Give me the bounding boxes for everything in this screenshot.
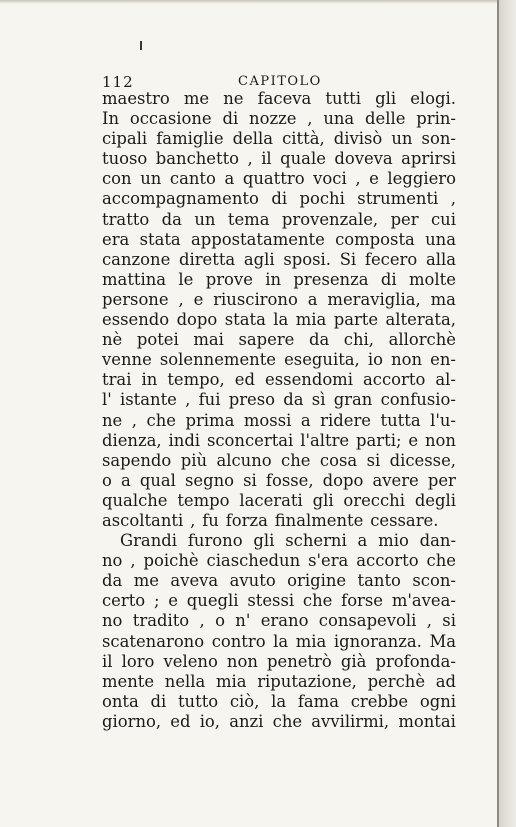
text-line	[102, 551, 456, 571]
word: ed	[234, 370, 255, 390]
word: con	[102, 169, 132, 189]
word: o	[102, 470, 112, 490]
text-line	[102, 471, 456, 491]
word: venne	[102, 350, 152, 370]
word: essendomi	[265, 370, 353, 390]
word: si	[366, 450, 381, 470]
text-line	[102, 109, 456, 129]
word: ,	[190, 510, 196, 530]
word: ,	[185, 390, 191, 410]
word: accorto	[356, 551, 419, 571]
text-line	[102, 511, 456, 531]
word: cessare.	[370, 510, 439, 530]
word: quegli	[186, 591, 239, 611]
word: sposi.	[283, 249, 331, 269]
word: veleno	[163, 651, 218, 671]
word: avere	[372, 470, 419, 490]
word: una	[323, 109, 355, 129]
word: a	[224, 169, 235, 189]
text-line	[102, 672, 456, 692]
word: mossi	[243, 410, 292, 430]
word: un	[194, 209, 216, 229]
word: ignoranza.	[333, 631, 422, 651]
word: le	[178, 269, 194, 289]
word: lacerati	[239, 490, 303, 510]
word: perchè	[367, 671, 426, 691]
word: ed	[170, 711, 191, 731]
word: n'	[235, 611, 251, 631]
word: non	[424, 430, 456, 450]
word: meraviglia,	[327, 289, 421, 309]
word: tratto	[102, 209, 150, 229]
word: di	[271, 189, 288, 209]
word: riuscirono	[213, 289, 298, 309]
word: città,	[282, 129, 325, 149]
word: nè	[102, 330, 123, 350]
word: tema	[227, 209, 270, 229]
text-line	[102, 89, 456, 109]
word: un	[140, 169, 162, 189]
word: Grandi	[120, 531, 177, 551]
word: ,	[426, 611, 432, 631]
word: presenza	[293, 269, 369, 289]
text-line	[102, 330, 456, 350]
word: indi	[168, 430, 201, 450]
word: ma	[430, 289, 456, 309]
word: scherni	[285, 531, 347, 551]
word: tanto	[357, 571, 401, 591]
word: mio	[378, 531, 409, 551]
word: allorchè	[388, 330, 456, 350]
word: alterata,	[385, 310, 456, 330]
word: al-	[435, 370, 456, 390]
word: o	[215, 611, 225, 631]
word: ciaschedun	[206, 551, 301, 571]
word: già	[340, 651, 367, 671]
page-top-edge	[0, 0, 516, 4]
word: ogni	[419, 691, 456, 711]
word: la	[273, 310, 289, 330]
ink-speck	[140, 41, 142, 50]
word: stata	[139, 229, 181, 249]
word: tutti	[325, 89, 361, 108]
word: dicesse,	[389, 450, 456, 470]
word: l'u-	[430, 410, 456, 430]
word: me	[133, 571, 159, 591]
word: non	[391, 350, 423, 370]
word: che	[281, 450, 311, 470]
word: qual	[139, 470, 176, 490]
word: mai	[193, 330, 224, 350]
word: a	[300, 410, 311, 430]
word: prima	[185, 410, 235, 430]
word: ne	[102, 410, 123, 430]
word: che	[302, 591, 333, 611]
word: per	[427, 470, 456, 490]
word: di	[380, 269, 397, 289]
word: da	[308, 330, 330, 350]
text-line	[102, 350, 456, 370]
word: fosse,	[265, 470, 314, 490]
word: mia	[295, 310, 327, 330]
word: mente	[102, 671, 155, 691]
word: parte	[333, 310, 379, 330]
word: delle	[365, 109, 406, 129]
word: prove	[205, 269, 253, 289]
text-line	[102, 210, 456, 230]
word: sconcertai	[206, 430, 294, 450]
word: ,	[355, 169, 361, 189]
word: trai	[102, 370, 132, 390]
text-line	[102, 712, 456, 732]
word: io,	[199, 711, 221, 731]
text-line	[102, 129, 456, 149]
word: alla	[425, 249, 456, 269]
word: leggiero	[387, 169, 456, 189]
word: in	[141, 370, 158, 390]
word: forza	[225, 510, 268, 530]
word: giorno,	[102, 711, 162, 731]
word: segno	[185, 470, 235, 490]
word: tradito	[132, 611, 190, 631]
word: più	[180, 450, 208, 470]
word: che	[426, 551, 456, 571]
word: mia	[295, 631, 327, 651]
word: che	[146, 410, 176, 430]
word: io	[367, 350, 383, 370]
word: composta	[335, 229, 415, 249]
word: di	[150, 691, 167, 711]
text-line	[102, 189, 456, 209]
word: aprirsi	[401, 149, 456, 169]
word: consapevoli	[318, 611, 417, 631]
word: in	[265, 269, 282, 289]
word: sapere	[238, 330, 295, 350]
word: contro	[211, 631, 266, 651]
word: ciò,	[229, 691, 260, 711]
word: cipali	[102, 129, 148, 149]
word: doveva	[334, 149, 393, 169]
word: fama	[297, 691, 339, 711]
word: istante	[120, 390, 177, 410]
word: mia	[215, 671, 247, 691]
word: ;	[153, 591, 160, 611]
word: occasione	[129, 109, 212, 129]
word: ,	[178, 289, 184, 309]
word: da	[102, 571, 123, 591]
word: ad	[435, 671, 456, 691]
text-line	[102, 370, 456, 390]
word: In	[102, 109, 120, 129]
binding-shadow	[499, 0, 516, 827]
word: molte	[408, 269, 456, 289]
word: persone	[102, 289, 169, 309]
word: una	[425, 229, 456, 249]
word: diretta	[178, 249, 236, 269]
word: fui	[198, 390, 221, 410]
word: ,	[247, 149, 253, 169]
word: confusio-	[380, 390, 456, 410]
text-line	[102, 611, 456, 631]
word: poichè	[143, 551, 199, 571]
text-line	[102, 692, 456, 712]
word: scatenarono	[102, 631, 205, 651]
text-line	[102, 451, 456, 471]
text-line	[102, 411, 456, 431]
word: che	[272, 711, 303, 731]
word: dopo	[176, 310, 218, 330]
word: a	[357, 531, 368, 551]
text-line	[102, 431, 456, 451]
word: ne	[223, 89, 244, 108]
text-line	[102, 250, 456, 270]
word: ,	[199, 611, 205, 631]
word: non	[226, 651, 258, 671]
word: chi,	[343, 330, 374, 350]
word: stessi	[247, 591, 295, 611]
word: stata	[224, 310, 266, 330]
word: ,	[131, 410, 137, 430]
word: famiglie	[156, 129, 224, 149]
word: banchetto	[155, 149, 240, 169]
word: tuoso	[102, 149, 148, 169]
text-line	[102, 230, 456, 250]
word: e	[408, 430, 419, 450]
word: a	[307, 289, 318, 309]
word: sapendo	[102, 450, 172, 470]
text-line	[102, 310, 456, 330]
word: loro	[121, 651, 155, 671]
word: gran	[333, 390, 373, 410]
word: forse	[341, 591, 384, 611]
word: erano	[260, 611, 309, 631]
text-line	[102, 632, 456, 652]
word: si	[442, 611, 456, 631]
text-line	[102, 531, 456, 551]
word: da	[283, 390, 304, 410]
text-line	[102, 169, 456, 189]
word: gli	[375, 89, 397, 108]
word: e	[168, 591, 178, 611]
page-number: 112	[102, 73, 134, 91]
word: era	[102, 229, 130, 249]
word: tempo	[177, 490, 230, 510]
word: s'era	[308, 551, 349, 571]
word: ,	[130, 551, 136, 571]
word: il	[102, 651, 113, 671]
word: della	[232, 129, 274, 149]
text-line	[102, 491, 456, 511]
word: tempo,	[167, 370, 225, 390]
word: nozze	[249, 109, 297, 129]
word: maestro	[102, 89, 170, 108]
text-line	[102, 270, 456, 290]
word: qualche	[102, 490, 168, 510]
word: l'altre	[300, 430, 350, 450]
word: prin-	[416, 109, 456, 129]
word: en-	[430, 350, 456, 370]
word: alcuno	[216, 450, 272, 470]
word: la	[271, 691, 287, 711]
word: degli	[414, 490, 456, 510]
word: parti;	[356, 430, 402, 450]
word: strumenti	[357, 189, 439, 209]
word: elogi.	[410, 89, 456, 108]
word: tutta	[380, 410, 421, 430]
word: sì	[311, 390, 326, 410]
word: orecchi	[343, 490, 405, 510]
word: pochi	[299, 189, 345, 209]
word: Ma	[429, 631, 456, 651]
word: agli	[243, 249, 275, 269]
word: m'avea-	[391, 591, 456, 611]
word: a	[120, 470, 131, 490]
word: Si	[339, 249, 357, 269]
word: la	[273, 631, 289, 651]
word: cui	[431, 209, 456, 229]
word: me	[183, 89, 210, 108]
word: fu	[202, 510, 219, 530]
word: canzone	[102, 249, 171, 269]
word: eseguita,	[284, 350, 360, 370]
word: fecero	[364, 249, 418, 269]
word: dienza,	[102, 430, 162, 450]
word: gli	[312, 490, 334, 510]
body-text	[102, 89, 456, 732]
word: avuto	[229, 571, 276, 591]
word: crebbe	[350, 691, 409, 711]
running-title: CAPITOLO	[238, 74, 322, 89]
word: nella	[164, 671, 206, 691]
word: di	[222, 109, 239, 129]
text-line	[102, 390, 456, 410]
word: quale	[280, 149, 326, 169]
word: ridere	[320, 410, 371, 430]
word: montai	[398, 711, 456, 731]
word: scon-	[412, 571, 456, 591]
word: si	[243, 470, 257, 490]
word: quattro	[242, 169, 305, 189]
word: onta	[102, 691, 139, 711]
word: accompagnamento	[102, 189, 259, 209]
word: per	[390, 209, 419, 229]
word: riputazione,	[257, 671, 357, 691]
word: son-	[421, 129, 456, 149]
word: tutto	[177, 691, 219, 711]
word: accorto	[363, 370, 426, 390]
binding-edge	[497, 0, 499, 827]
text-line	[102, 591, 456, 611]
word: furono	[187, 531, 243, 551]
text-line	[102, 149, 456, 169]
text-line	[102, 571, 456, 591]
word: certo	[102, 591, 146, 611]
word: aveva	[170, 571, 219, 591]
word: gli	[253, 531, 275, 551]
word: finalmente	[274, 510, 364, 530]
word: appostatamente	[190, 229, 325, 249]
word: solennemente	[159, 350, 276, 370]
word: profonda-	[375, 651, 456, 671]
word: dan-	[419, 531, 456, 551]
text-line	[102, 652, 456, 672]
word: mattina	[102, 269, 167, 289]
word: e	[193, 289, 204, 309]
word: e	[369, 169, 379, 189]
word: provenzale,	[281, 209, 379, 229]
word: ,	[450, 189, 456, 209]
word: voci	[313, 169, 347, 189]
word: un	[391, 129, 413, 149]
word: preso	[228, 390, 276, 410]
word: no	[102, 551, 123, 571]
word: essendo	[102, 310, 170, 330]
word: da	[161, 209, 182, 229]
word: avvilirmi,	[311, 711, 390, 731]
word: origine	[287, 571, 347, 591]
text-line	[102, 290, 456, 310]
word: canto	[169, 169, 216, 189]
word: divisò	[333, 129, 383, 149]
word: penetrò	[267, 651, 332, 671]
word: faceva	[257, 89, 312, 108]
word: potei	[136, 330, 179, 350]
word: anzi	[229, 711, 264, 731]
word: il	[261, 149, 272, 169]
word: ascoltanti	[102, 510, 184, 530]
word: dopo	[322, 470, 364, 490]
word: cosa	[319, 450, 358, 470]
word: ,	[307, 109, 313, 129]
word: l'	[102, 390, 112, 410]
word: no	[102, 611, 123, 631]
